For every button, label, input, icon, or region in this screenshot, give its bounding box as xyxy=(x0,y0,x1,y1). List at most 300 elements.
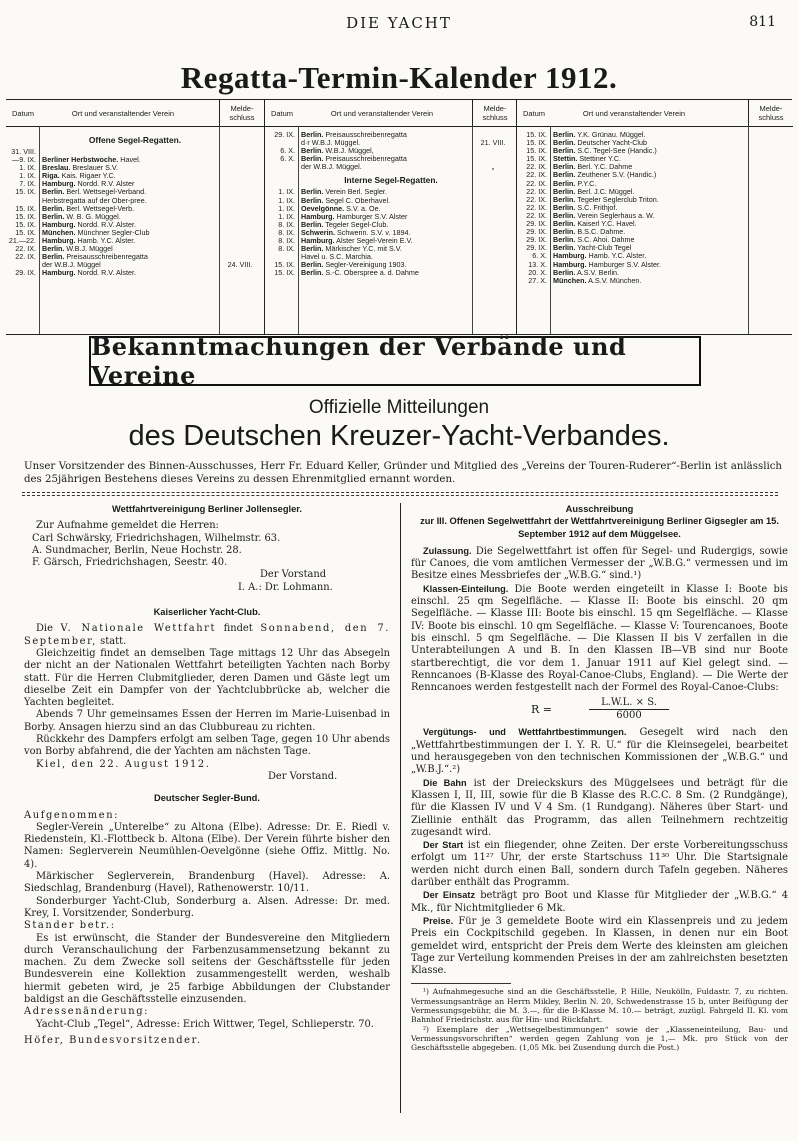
row-date: 1. IX. xyxy=(19,171,36,181)
signature: Höfer, Bundesvorsitzender. xyxy=(24,1034,202,1046)
signature: Der Vorstand. xyxy=(268,770,338,782)
table-row xyxy=(517,180,793,188)
formula xyxy=(411,697,788,723)
row-date: 6. X. xyxy=(280,154,295,164)
table-row xyxy=(6,221,264,229)
row-venue-city: Berlin. xyxy=(301,155,324,164)
paragraph: Der Start ist ein fliegender, ohne Zeiten. Der erste Vorbereitungsschuss erfolgt um 11²⁷ Uhr, der erste Startschuss 11³⁰ Uhr. Die Startsignale werden nicht durch einen Ball, sondern durch Tafeln gegeben. Näheres darüber enthält das Programm. xyxy=(411,840,788,889)
row-date: 13. X. xyxy=(528,259,547,269)
banner-text: Bekanntmachungen der Verbände und Vereine xyxy=(91,332,627,390)
row-venue xyxy=(553,212,743,220)
row-venue-city: Berlin. xyxy=(553,179,576,188)
row-venue-club: Preisausschreibenregatta xyxy=(323,131,407,139)
table-row xyxy=(6,213,264,221)
row-venue-city: Breslau. xyxy=(42,164,71,173)
row-venue-club: Berl. Wettsegel-Verband. xyxy=(64,188,147,197)
row-date: 29. IX. xyxy=(526,243,547,253)
row-venue-club: Märkischer Y.C. mit S.V. xyxy=(323,245,402,254)
row-venue xyxy=(42,188,212,196)
table-row xyxy=(265,139,517,147)
member-name: F. Gärsch, Friedrichshagen, Seestr. 40. xyxy=(32,557,228,569)
paragraph: Die V. Nationale Wettfahrt findet Sonnabend, den 7. September, statt. xyxy=(24,623,391,647)
subheading: Stander betr.: xyxy=(24,920,116,932)
row-venue xyxy=(42,164,212,172)
row-date: 20. X. xyxy=(528,267,547,277)
row-date: 22. IX. xyxy=(526,162,547,172)
table-row xyxy=(517,244,793,252)
row-venue xyxy=(553,228,743,236)
row-meldeschluss: 21. VIII. xyxy=(480,138,506,148)
row-venue xyxy=(301,131,461,139)
row-venue-city: Hamburg. xyxy=(553,252,587,261)
row-venue xyxy=(301,205,461,213)
row-venue-city: Berlin. xyxy=(553,268,576,277)
calendar-body xyxy=(6,127,264,278)
row-venue-club: A.S.V. Berlin. xyxy=(575,268,620,277)
table-row xyxy=(6,229,264,237)
row-date: 31. VIII. xyxy=(11,147,36,156)
row-venue xyxy=(301,188,461,196)
table-row xyxy=(265,261,517,269)
row-venue xyxy=(553,171,743,179)
row-date: 15. IX. xyxy=(274,260,295,270)
table-row xyxy=(517,269,793,277)
row-date: 8. IX. xyxy=(278,227,295,237)
row-venue xyxy=(553,188,743,196)
row-date: 22. IX. xyxy=(526,210,547,220)
row-venue-city: Berlin. xyxy=(553,131,576,139)
official-heading-1: Offizielle Mitteilungen xyxy=(308,397,490,418)
row-venue xyxy=(553,155,743,163)
row-venue-city: Berlin. xyxy=(553,187,576,196)
row-venue-club: Kais. Rigaer Y.C. xyxy=(59,172,116,181)
table-row xyxy=(6,269,264,277)
row-date: 1. IX. xyxy=(278,195,295,205)
row-venue-city: Berlin. xyxy=(553,171,576,180)
paragraph: Gleichzeitig findet an demselben Tage mittags 12 Uhr das Absegeln der nicht an der Nationalen Wettfahrt beteiligten Yachten nach Borby statt. Für die Herren Clubmitglieder, deren Damen und Gäste legt um dieselbe Zeit ein Dampfer von der Yachtclubbrücke ab, welcher die Yachten begleitet. xyxy=(24,647,390,709)
row-venue xyxy=(553,204,743,212)
row-venue-club: Nordd. R.V. Alster. xyxy=(75,220,137,229)
row-date: 1. IX. xyxy=(278,187,295,197)
row-date: 22. IX. xyxy=(526,202,547,212)
official-heading-2: des Deutschen Kreuzer-Yacht-Verbandes. xyxy=(128,420,670,452)
row-venue xyxy=(42,253,212,261)
row-venue-club: W.B.J. Müggel, xyxy=(323,147,374,156)
row-venue-club: Segler-Vereinigung 1903. xyxy=(323,261,407,270)
row-venue xyxy=(301,213,461,221)
table-row xyxy=(265,213,517,221)
table-row xyxy=(517,252,793,260)
calendar-body xyxy=(265,127,517,278)
header-ort: Ort und veranstaltender Verein xyxy=(582,108,686,118)
row-venue xyxy=(42,261,212,269)
row-date: 29. IX. xyxy=(526,227,547,237)
row-venue-city: Berlin. xyxy=(553,163,576,172)
row-date: 1. IX. xyxy=(19,163,36,173)
row-venue xyxy=(301,221,461,229)
table-row xyxy=(6,253,264,261)
row-date: 8. IX. xyxy=(278,236,295,246)
row-venue-city: Riga. xyxy=(42,172,60,181)
row-venue xyxy=(42,213,212,221)
section-title: Wettfahrtvereinigung Berliner Jollensegler. xyxy=(112,504,302,514)
row-date: 15. IX. xyxy=(15,203,36,213)
table-row xyxy=(6,148,264,156)
row-venue-city: Berlin. xyxy=(553,220,576,229)
row-venue-club: S.C. Tegel-See (Handic.) xyxy=(575,147,657,156)
subheading: Aufgenommen: xyxy=(24,809,120,821)
header-ort: Ort und veranstaltender Verein xyxy=(71,108,175,118)
table-row xyxy=(517,163,793,171)
row-date: 29. IX. xyxy=(526,235,547,245)
paragraph: Klassen-Einteilung. Die Boote werden eingeteilt in Klasse I: Boote bis einschl. 25 qm Segelfläche. — Klasse II: Boote bis einschl. 20 qm Segelfläche. — Klasse III: Boote bis einschl. 15 qm Segelfläche. — Klasse IV: Boote bis einschl. 10 qm Segelfläche. — Klasse V: Tourencanoes, Boote bis einschl. 5 qm Segelfläche. — Die Klassen II bis V zerfallen in die Unterabteilungen A und B. In den Klassen IB—VB sind nur Boote startberechtigt, die vor dem 1. Januar 1911 auf Kiel gelegt sind. — Renncanoes (B-Klasse des Royal-Canoe-Clubs, England). — Die Werte der Renncanoes werden festgestellt nach der Formel des Royal-Canoe-Clubs: xyxy=(411,583,788,694)
row-venue-club: Kaiserl Y.C. Havel. xyxy=(575,220,637,229)
row-venue-city: Berlin. xyxy=(42,188,65,197)
row-venue xyxy=(42,180,212,188)
paragraph: Der Einsatz beträgt pro Boot und Klasse für Mitglieder der „W.B.G.“ 4 Mk., für Nichtmitglieder 6 Mk. xyxy=(411,890,788,914)
row-venue xyxy=(553,139,743,147)
row-venue-city: Hamburg. xyxy=(42,180,76,189)
row-date: —9. IX. xyxy=(12,155,36,165)
table-row xyxy=(6,261,264,269)
row-date: 8. IX. xyxy=(278,219,295,229)
row-venue-city: Berlin. xyxy=(553,228,576,237)
table-row xyxy=(517,171,793,179)
section-title: Kaiserlicher Yacht-Club. xyxy=(153,607,261,618)
row-date: 15. IX. xyxy=(526,130,547,139)
row-venue-city: Berlin. xyxy=(301,245,324,254)
row-venue xyxy=(553,269,743,277)
row-venue-club: Hamburger S.V. Alster. xyxy=(586,260,661,269)
row-date: 8. IX. xyxy=(278,244,295,254)
row-venue xyxy=(301,163,461,171)
row-venue xyxy=(553,261,743,269)
row-venue xyxy=(553,163,743,171)
table-row xyxy=(265,229,517,237)
row-venue xyxy=(301,261,461,269)
calendar-column-2 xyxy=(264,100,517,334)
row-venue xyxy=(42,269,212,277)
paragraph: Sonderburger Yacht-Club, Sonderburg a. Alsen. Adresse: Dr. med. Krey, I. Vorsitzender, Sonderburg. xyxy=(24,895,390,919)
row-venue xyxy=(42,197,212,205)
row-venue-city: Hamburg. xyxy=(301,212,335,221)
row-venue-club: P.Y.C. xyxy=(575,179,597,188)
row-date: 15. IX. xyxy=(274,268,295,278)
row-venue xyxy=(301,229,461,237)
row-venue xyxy=(42,237,212,245)
row-venue-club: Hamb. Y.C. Alster. xyxy=(75,237,136,246)
table-row xyxy=(517,155,793,163)
row-venue-city: Berlin. xyxy=(301,147,324,156)
formula-denominator: 6000 xyxy=(616,710,642,722)
paragraph: Rückkehr des Dampfers erfolgt am selben Tage, gegen 10 Uhr abends von Borby abfahrend, die der Yachten am nächsten Tage. xyxy=(24,734,390,758)
row-venue xyxy=(42,172,212,180)
row-venue xyxy=(42,156,212,164)
footnote: ¹) Aufnahmegesuche sind an die Geschäftsstelle, P. Hille, Neukölln, Fuldastr. 7, zu richten. Vermessungsanträge an Herrn Mikley, Berlin N. 20, Schwedenstrasse 15 b, unter Beifügung der Vermessungsgebühr, die M. 3.—, für die B-Klasse M. 10.— beträgt, zuzügl. Fahrgeld II. Kl. vom Bahnhof Friedrichstr. aus für Hin- und Rückfahrt. xyxy=(411,987,788,1025)
table-row xyxy=(6,245,264,253)
table-row xyxy=(265,131,517,139)
row-venue-city: Berlin. xyxy=(301,261,324,270)
table-header xyxy=(517,100,793,127)
row-venue-club: S.-C. Oberspree a. d. Dahme xyxy=(323,269,419,278)
section-title: Ausschreibung xyxy=(565,504,634,514)
signature: Der Vorstand xyxy=(260,569,327,581)
row-venue xyxy=(301,237,461,245)
paragraph: Yacht-Club „Tegel“, Adresse: Erich Wittwer, Tegel, Schlieperstr. 70. xyxy=(36,1018,374,1030)
row-venue-city: Oevelgönne. xyxy=(301,204,345,213)
row-venue-club: Yacht-Club Tegel xyxy=(575,244,632,253)
row-date: 15. IX. xyxy=(526,154,547,164)
row-venue-city: Berlin. xyxy=(553,203,576,212)
row-venue-club: Alster Segel-Verein E.V. xyxy=(334,237,413,246)
row-venue-club: Zeuthener S.V. (Handic.) xyxy=(575,171,657,180)
row-venue xyxy=(553,277,743,285)
row-venue-city: Berlin. xyxy=(301,220,324,229)
row-venue-club: Stettiner Y.C. xyxy=(577,155,622,164)
signature: I. A.: Dr. Lohmann. xyxy=(238,581,333,593)
table-row xyxy=(265,147,517,155)
table-row xyxy=(265,253,517,261)
table-row xyxy=(265,188,517,196)
paragraph: Abends 7 Uhr gemeinsames Essen der Herren im Marie-Luisenbad in Borby. Ansagen hierzu sind an das Clubbureau zu richten. xyxy=(24,709,390,733)
row-venue-club: Preisausschreibenregatta xyxy=(64,253,148,262)
row-date: 22. IX. xyxy=(526,186,547,196)
row-venue-club: Y.K. Grünau. Müggel. xyxy=(575,131,646,139)
intro-paragraph: Unser Vorsitzender des Binnen-Ausschusses, Herr Fr. Eduard Keller, Gründer und Mitglied des „Vereins der Touren-Ruderer“-Berlin ist anlässlich des 25jährigen Bestehens dieses Vereins zu dessen Ehrenmitglied ernannt worden. xyxy=(24,461,782,485)
left-column xyxy=(24,503,390,1047)
table-row xyxy=(517,228,793,236)
row-date: 22. IX. xyxy=(526,178,547,188)
paragraph: Preise. Für je 3 gemeldete Boote wird ein Klassenpreis und zu jedem Preis ein Cockpitschild gegeben. In Klassen, in denen nur ein Boot gemeldet wird, entspricht der Preis dem Werte des kleinsten am gleichen Tage zur Verteilung kommenden Preises in der am zahlreichsten besetzten Klasse. xyxy=(411,915,788,977)
section-subtitle: zur III. Offenen Segelwettfahrt der Wettfahrtvereinigung Berliner Gigsegler am 15. September 1912 auf dem Müggelsee. xyxy=(420,516,779,539)
row-venue xyxy=(42,229,212,237)
divider xyxy=(22,495,778,496)
table-row xyxy=(517,236,793,244)
subheading: Adressenänderung: xyxy=(24,1006,150,1018)
calendar-title: Regatta-Termin-Kalender 1912. xyxy=(180,60,618,95)
section-heading: Offene Segel-Regatten. xyxy=(88,135,182,145)
row-venue-city: Berlin. xyxy=(42,212,65,221)
row-meldeschluss: 24. VIII. xyxy=(227,260,253,270)
table-row xyxy=(265,163,517,171)
row-venue-city: Berlin. xyxy=(301,188,324,197)
row-date: 27. X. xyxy=(528,275,547,285)
row-venue-club: W. B. G. Müggel. xyxy=(64,212,121,221)
table-row xyxy=(6,156,264,164)
row-date: 21.—22. xyxy=(8,236,36,246)
row-venue-club: Havel. xyxy=(118,156,141,165)
calendar-column-3 xyxy=(516,100,793,334)
row-date: 1. IX. xyxy=(278,203,295,213)
row-venue-club: Münchner Segler-Club xyxy=(75,228,150,237)
row-venue-city: Berlin. xyxy=(301,196,324,205)
row-date: 15. IX. xyxy=(15,211,36,221)
row-venue-city: Berlin. xyxy=(553,244,576,253)
row-venue-club: Herbstregatta auf der Ober-pree. xyxy=(42,196,147,205)
row-venue-club: S.V. a. Oe. xyxy=(344,204,381,213)
section-banner xyxy=(89,332,701,390)
section-heading: Interne Segel-Regatten. xyxy=(344,175,438,186)
table-row xyxy=(265,269,517,277)
row-venue-club: Tegeler Segel-Club. xyxy=(323,220,389,229)
row-date: 7. IX. xyxy=(19,179,36,189)
divider xyxy=(22,492,778,493)
header-meldeschluss: Melde- schluss xyxy=(472,100,517,126)
table-row xyxy=(265,197,517,205)
formula-numerator: L.W.L. × S. xyxy=(589,697,669,710)
row-venue-club: Verein Seglerhaus a. W. xyxy=(575,211,655,220)
row-venue-city: Hamburg. xyxy=(553,260,587,269)
table-row xyxy=(6,188,264,196)
table-row xyxy=(6,172,264,180)
row-venue-club: Berl. Wettsegel-Verb. xyxy=(64,204,135,213)
row-venue-city: München. xyxy=(553,276,587,285)
row-venue xyxy=(301,139,461,147)
row-venue xyxy=(301,147,461,155)
header-meldeschluss: Melde- schluss xyxy=(748,100,793,126)
row-venue-city: Berlin. xyxy=(553,195,576,204)
row-venue-club: Verein Berl. Segler. xyxy=(323,188,387,197)
row-venue xyxy=(553,147,743,155)
row-venue-city: Hamburg. xyxy=(42,237,76,246)
table-row xyxy=(265,205,517,213)
table-header xyxy=(265,100,517,127)
member-name: Carl Schwärsky, Friedrichshagen, Wilhelmstr. 63. xyxy=(32,532,281,544)
page-number: 811 xyxy=(749,14,776,30)
row-venue-city: Berlin. xyxy=(553,147,576,156)
paragraph: Zulassung. Die Segelwettfahrt ist offen für Segel- und Rudergigs, sowie für Canoes, die vom amtlichen Vermesser der „W.B.G.“ vermessen und im Besitze eines Messbriefes der „W.B.G.“ sind.¹) xyxy=(411,545,788,582)
table-row xyxy=(265,245,517,253)
row-venue-city: Berlin. xyxy=(42,253,65,262)
table-row xyxy=(265,155,517,163)
row-venue-club: Breslauer S.V. xyxy=(70,164,119,173)
member-name: A. Sundmacher, Berlin, Neue Hochstr. 28. xyxy=(32,544,242,556)
table-row xyxy=(517,277,793,285)
row-venue-city: Hamburg. xyxy=(301,237,335,246)
row-venue xyxy=(301,269,461,277)
dateline: Kiel, den 22. August 1912. xyxy=(36,758,211,770)
row-venue-club: W.B.J. Müggel xyxy=(64,245,113,254)
row-venue-club: Tegeler Seglerclub Triton. xyxy=(575,195,659,204)
row-venue xyxy=(301,245,461,253)
row-venue-city: Berlin. xyxy=(301,269,324,278)
row-venue-club: Berl. Y.C. Dahme xyxy=(575,163,633,172)
row-venue-city: Berlin. xyxy=(42,245,65,254)
row-venue xyxy=(42,221,212,229)
row-venue-city: Berlin. xyxy=(553,236,576,245)
table-row xyxy=(517,147,793,155)
section-title: Deutscher Segler-Bund. xyxy=(154,793,260,804)
header-datum: Datum xyxy=(270,108,294,118)
table-row xyxy=(6,205,264,213)
row-date: 29. IX. xyxy=(274,130,295,139)
header-ort: Ort und veranstaltender Verein xyxy=(330,108,434,118)
table-row xyxy=(6,164,264,172)
table-row xyxy=(517,212,793,220)
row-date: 15. IX. xyxy=(526,138,547,148)
row-venue-city: Berlin. xyxy=(553,139,576,148)
calendar-body xyxy=(517,127,793,285)
paragraph: Märkischer Seglerverein, Brandenburg (Havel). Adresse: A. Siedschlag, Brandenburg (Havel), Rathenowerstr. 10/11. xyxy=(24,871,390,895)
row-date: 1. IX. xyxy=(278,211,295,221)
paragraph: Zur Aufnahme gemeldet die Herren: xyxy=(36,520,219,532)
row-date: 15. IX. xyxy=(15,227,36,237)
row-venue-club: B.S.C. Dahme. xyxy=(575,228,626,237)
row-venue-city: Hamburg. xyxy=(42,269,76,278)
header-datum: Datum xyxy=(522,108,546,118)
row-venue-city: Schwerin. xyxy=(301,228,335,237)
row-date: 15. IX. xyxy=(526,146,547,156)
row-venue xyxy=(301,155,461,163)
row-date: 6. X. xyxy=(532,251,547,261)
table-row xyxy=(6,197,264,205)
row-venue xyxy=(553,252,743,260)
row-venue-club: S.C. Ahoi. Dahme xyxy=(575,236,635,245)
row-venue-club: d·r W.B.J. Müggel. xyxy=(301,139,361,148)
row-venue-club: Preisausschreibenregatta xyxy=(323,155,407,164)
row-venue-club: Segel C. Oberhavel. xyxy=(323,196,391,205)
table-row xyxy=(517,196,793,204)
row-venue-city: Berliner Herbstwoche. xyxy=(42,156,119,165)
row-date: 6. X. xyxy=(280,146,295,156)
paragraph: Vergütungs- und Wettfahrtbestimmungen. Gesegelt wird nach den „Wettfahrtbestimmungen der I. Y. R. U.“ für die Kleinsegelei, bearbeitet und herausgegeben von den technischen Kommissionen der „W.B.G.“ und „W.B.J.“.²) xyxy=(411,727,788,776)
formula-fraction xyxy=(589,697,669,722)
table-row xyxy=(517,204,793,212)
row-venue-city: Berlin. xyxy=(553,211,576,220)
row-venue-club: A.S.V. München. xyxy=(586,276,642,285)
row-date: 22. IX. xyxy=(526,170,547,180)
row-venue xyxy=(42,245,212,253)
row-venue-club: der W.B.J. Müggel. xyxy=(301,163,362,172)
row-venue-club: Nordd. R.V. Alster xyxy=(75,180,135,189)
calendar-column-1 xyxy=(6,100,264,334)
row-venue-club: Hamb. Y.C. Alster. xyxy=(586,252,647,261)
row-venue xyxy=(553,244,743,252)
row-venue xyxy=(553,196,743,204)
row-venue-city: Berlin. xyxy=(42,204,65,213)
table-header xyxy=(6,100,264,127)
row-date: 15. IX. xyxy=(15,187,36,197)
regatta-calendar-table xyxy=(6,100,792,334)
row-venue xyxy=(301,253,461,261)
paragraph: Die Bahn ist der Dreieckskurs des Müggelsees und beträgt für die Klassen I, II, III, sowie für die B Klasse des R.C.C. 8 Sm. (2 Rundgänge), für die Klassen IV und V 4 Sm. (1 Rundgang). Näheres über Start- und Ziellinie enthält das Programm, das allen Teilnehmern rechtzeitig zugesandt wird. xyxy=(411,777,788,838)
row-meldeschluss: „ xyxy=(491,162,495,172)
table-row xyxy=(517,188,793,196)
paragraph: Segler-Verein „Unterelbe“ zu Altona (Elbe). Adresse: Dr. E. Riedl v. Riedenstein, Kl.-Flottbeck b. Altona (Elbe). Der Verein führte bisher den Namen: Seglerverein Neumühlen-Oevelgönne (siehe Offiz. Mittlg. No. 4). xyxy=(24,821,390,870)
row-venue xyxy=(301,197,461,205)
row-venue-club: Berl. J.C. Müggel. xyxy=(575,187,635,196)
table-row xyxy=(517,131,793,139)
row-venue-club: der W.B.J. Müggel xyxy=(42,261,101,270)
row-venue-city: Berlin. xyxy=(301,131,324,139)
footnote: ²) Exemplare der „Wettsegelbestimmungen“ sowie der „Klasseneinteilung, Bau- und Vermessungsvorschriften“ werden gegen Zahlung von je 1,— Mk. pro Stück von der Geschäftsstelle abgegeben. (1,05 Mk. bei Zusendung durch die Post.) xyxy=(411,1024,788,1053)
running-head xyxy=(0,14,798,34)
table-row xyxy=(265,237,517,245)
row-venue-club: Deutscher Yacht-Club xyxy=(575,139,648,148)
row-venue-club: Schwerin. S.V. v. 1894. xyxy=(334,228,411,237)
row-venue xyxy=(553,220,743,228)
row-venue-club: Hamburger S.V. Alster xyxy=(334,212,408,221)
row-date: 22. IX. xyxy=(15,244,36,254)
row-date: 15. IX. xyxy=(15,219,36,229)
table-row xyxy=(6,237,264,245)
formula-lhs: R = xyxy=(531,703,552,717)
header-datum: Datum xyxy=(11,108,35,118)
row-venue-club: S.C. Frithjof. xyxy=(575,203,618,212)
row-venue xyxy=(553,180,743,188)
row-venue-city: München. xyxy=(42,228,76,237)
header-meldeschluss: Melde- schluss xyxy=(219,100,264,126)
